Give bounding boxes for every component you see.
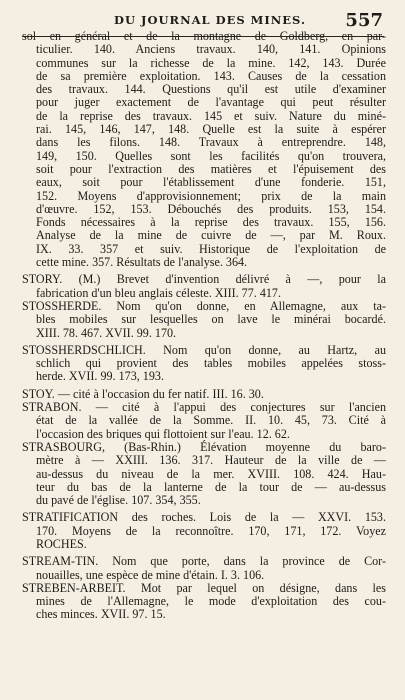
index-line: communes sur la richesse de la mine. 142, 143. Durée	[36, 55, 386, 70]
index-line: XIII. 78. 467. XVII. 99. 170.	[36, 325, 177, 340]
index-line: Fonds nécessaires à la reprise des travaux. 155, 156.	[36, 215, 386, 230]
index-line: STREAM-TIN. Nom que porte, dans la province de Cor-	[22, 554, 386, 569]
index-line: dans les filons. 148. Travaux à entreprendre. 148,	[36, 135, 386, 150]
index-line: cette mine. 357. Résultats de l'analyse. 364.	[36, 255, 248, 270]
index-line: STORY. (M.) Brevet d'invention délivré à —, pour la	[22, 272, 386, 287]
index-line: STRATIFICATION des roches. Lois de la — XXVI. 153.	[22, 510, 386, 525]
index-line: fabrication d'un bleu anglais céleste. XIII. 77. 417.	[36, 285, 281, 300]
index-line: rai. 145, 146, 147, 148. Quelle est la suite à espérer	[36, 122, 386, 137]
index-line: pour juger exactement de l'avantage qui peut résulter	[36, 95, 386, 110]
index-line: ticulier. 140. Anciens travaux. 140, 141. Opinions	[36, 42, 386, 57]
index-line: l'occasion des briques qui flottoient sur l'eau. 12. 62.	[36, 426, 290, 441]
index-line: mètre à — XXIII. 136. 317. Hauteur de la ville de —	[36, 453, 386, 468]
index-line: ROCHES.	[36, 536, 87, 551]
index-line: du pavé de l'église. 107. 354, 355.	[36, 493, 201, 508]
index-line: nouailles, une espèce de mine d'étain. I. 3. 106.	[36, 567, 265, 582]
index-line: au-dessus du niveau de la mer. XVIII. 108. 424. Hau-	[36, 466, 386, 481]
index-line: teur du bas de la lanterne de la tour de — au-dessus	[36, 479, 386, 494]
index-line: herde. XVII. 99. 173, 193.	[36, 369, 164, 384]
index-line: bles mobiles sur lesquelles on lave le minérai bocardé.	[36, 312, 386, 327]
index-line: d'œuvre. 152, 153. Débouchés des produits. 153, 154.	[36, 201, 386, 216]
index-line: mines de l'Allemagne, le mode d'exploitation des cou-	[36, 594, 386, 609]
index-line: eaux, soit pour l'établissement d'une fonderie. 151,	[36, 175, 386, 190]
index-line: STRASBOURG, (Bas-Rhin.) Élévation moyenne du baro-	[22, 439, 386, 454]
index-line: état de la vallée de la Somme. II. 10. 45, 73. Cité à	[36, 413, 386, 428]
index-line: sol en général et de la montagne de Goldberg, en par-	[22, 29, 386, 43]
index-line: STOSSHERDSCHLICH. Nom qu'on donne, au Hartz, au	[22, 342, 386, 357]
index-line: 152. Moyens d'approvisionnement; prix de la main	[36, 188, 386, 203]
index-line: soit pour l'extraction des matières et l'épuisement des	[36, 161, 386, 176]
index-line: des travaux. 144. Questions qu'il est utile d'examiner	[36, 82, 386, 97]
page-number: 557	[345, 10, 383, 31]
index-line: schlich qui provient des tables mobiles appelées stoss-	[36, 356, 386, 371]
index-line: IX. 33. 357 et suiv. Historique de l'exploitation de	[36, 241, 386, 256]
index-line: STOY. — cité à l'occasion du fer natif. III. 16. 30.	[22, 386, 264, 401]
index-line: de sa première exploitation. 143. Causes de la cessation	[36, 68, 386, 83]
running-title: DU JOURNAL DES MINES.	[114, 13, 306, 27]
index-line: de la reprise des travaux. 145 et suiv. Nature du miné-	[36, 108, 386, 123]
index-line: 149, 150. Quelles sont les facilités qu'on trouvera,	[36, 148, 386, 163]
index-line: STREBEN-ARBEIT. Mot par lequel on désigne, dans les	[22, 580, 386, 595]
index-line: ches minces. XVII. 97. 15.	[36, 607, 166, 622]
index-line: STOSSHERDE. Nom qu'on donne, en Allemagne, aux ta-	[22, 298, 386, 313]
index-body	[22, 30, 386, 622]
index-line: 170. Moyens de la reconnoître. 170, 171, 172. Voyez	[36, 523, 386, 538]
index-line: STRABON. — cité à l'appui des conjectures sur l'ancien	[22, 400, 386, 415]
index-line: Analyse de la mine de cuivre de —, par M. Roux.	[36, 228, 386, 243]
